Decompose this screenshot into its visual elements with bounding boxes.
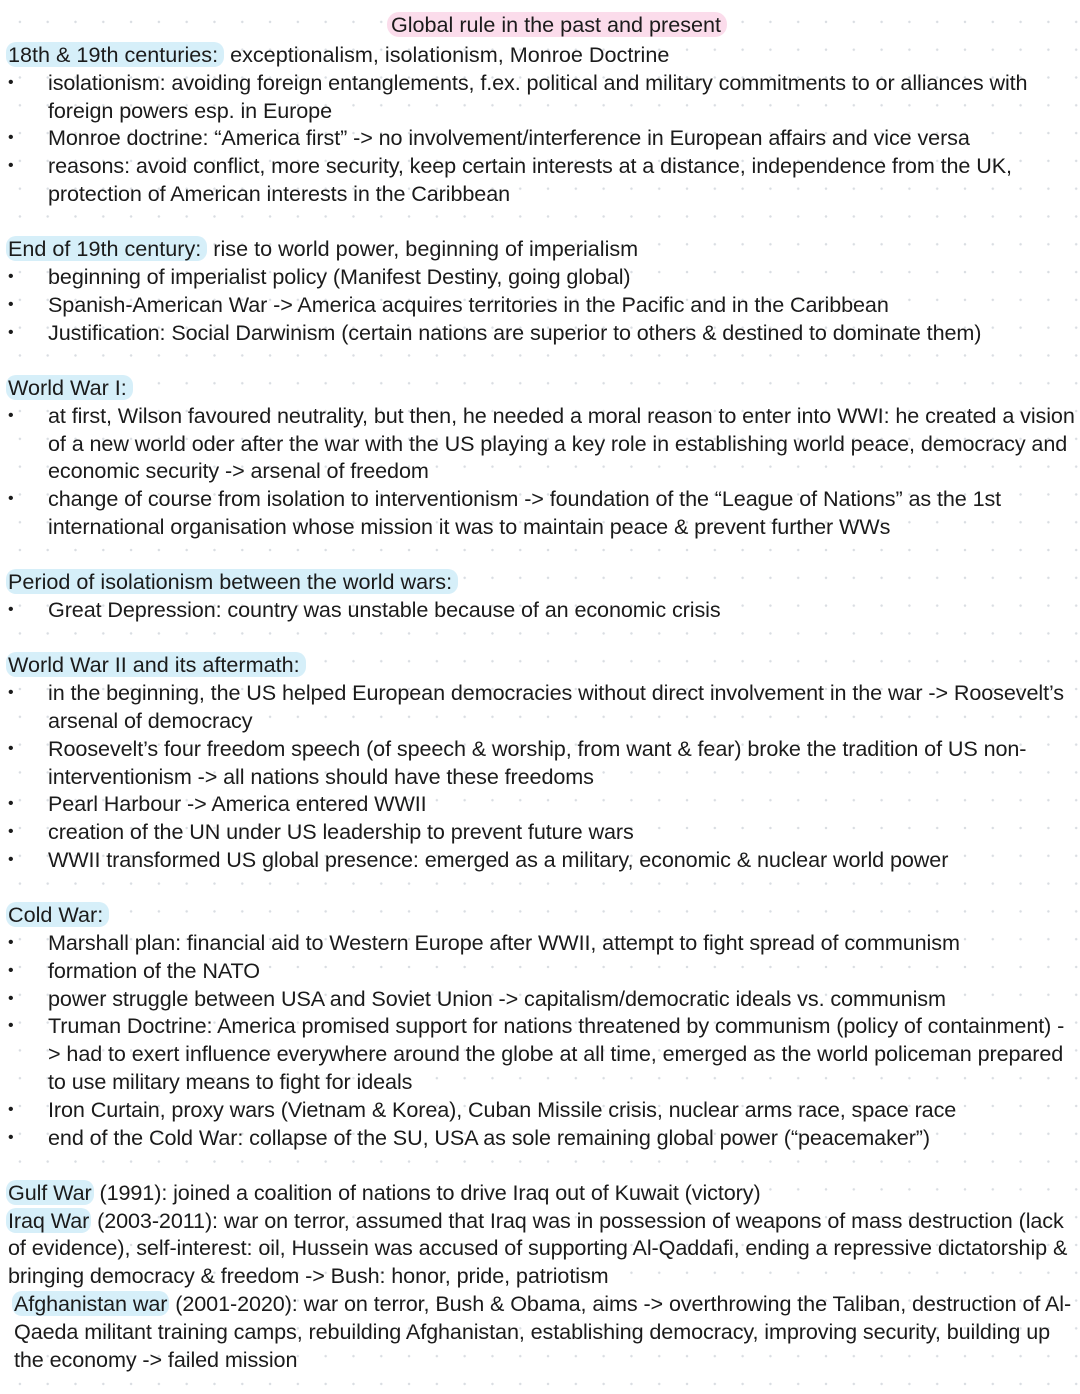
section-world-war-2 (8, 651, 1076, 873)
section-end-19th-century (8, 235, 1076, 346)
bullet-item: • creation of the UN under US leadership to prevent future wars (8, 818, 1076, 846)
bullet-list (8, 929, 1076, 1151)
bullet-item: • formation of the NATO (8, 957, 1076, 985)
bullet-item: • WWII transformed US global presence: emerged as a military, economic & nuclear world power (8, 846, 1076, 874)
iraq-war-label: Iraq War (8, 1207, 90, 1233)
gulf-war-text: (1991): joined a coalition of nations to drive Iraq out of Kuwait (victory) (93, 1179, 761, 1205)
bullet-item: • reasons: avoid conflict, more security, keep certain interests at a distance, independence from the UK, protection of American interests in the Caribbean (8, 152, 1076, 208)
section-heading (8, 651, 1076, 679)
bullet-item: • Great Depression: country was unstable because of an economic crisis (8, 596, 1076, 624)
afghanistan-war-label: Afghanistan war (14, 1291, 168, 1317)
bullet-list (8, 263, 1076, 346)
bullet-item: • in the beginning, the US helped European democracies without direct involvement in the war -> Roosevelt’s arsenal of democracy (8, 679, 1076, 735)
bullet-item: • Spanish-American War -> America acquires territories in the Pacific and in the Caribbean (8, 291, 1076, 319)
section-heading (8, 235, 1076, 263)
gulf-war-label: Gulf War (8, 1179, 92, 1205)
section-cold-war (8, 901, 1076, 1151)
section-heading (8, 901, 1076, 929)
page-title: Global rule in the past and present (387, 12, 727, 37)
bullet-item: • power struggle between USA and Soviet Union -> capitalism/democratic ideals vs. communism (8, 985, 1076, 1013)
section-heading (8, 568, 1076, 596)
recent-wars (8, 1179, 1076, 1374)
heading-highlight: World War I: (6, 375, 133, 400)
bullet-item: • Roosevelt’s four freedom speech (of speech & worship, from want & fear) broke the tradition of US non-interventionism -> all nations should have these freedoms (8, 735, 1076, 791)
iraq-war-text: (2003-2011): war on terror, assumed that Iraq was in possession of weapons of mass destruction (lack of evidence), self-interest: oil, Hussein was accused of supporting Al-Qaddafi, ending a repressive dictatorship & bringing democracy & freedom -> Bush: honor, pride, patriotism (8, 1207, 1068, 1289)
bullet-item: • Monroe doctrine: “America first” -> no involvement/interference in European affairs and vice versa (8, 124, 1076, 152)
section-interwar-isolationism (8, 568, 1076, 624)
afghanistan-war-text: (2001-2020): war on terror, Bush & Obama, aims -> overthrowing the Taliban, destruction of Al-Qaeda militant training camps, rebuilding Afghanistan, establishing democracy, improving security, building up the economy -> failed mission (14, 1291, 1072, 1372)
heading-highlight: Cold War: (6, 902, 109, 927)
heading-highlight: End of 19th century: (6, 236, 207, 261)
bullet-list (8, 402, 1076, 541)
section-world-war-1 (8, 374, 1076, 541)
afghanistan-war-paragraph (8, 1290, 1076, 1373)
bullet-item: • end of the Cold War: collapse of the SU, USA as sole remaining global power (“peacemaker”) (8, 1124, 1076, 1152)
bullet-list (8, 596, 1076, 624)
section-18th-19th-centuries (8, 41, 1076, 208)
iraq-war-paragraph (8, 1207, 1076, 1290)
bullet-item: • Marshall plan: financial aid to Western Europe after WWII, attempt to fight spread of communism (8, 929, 1076, 957)
bullet-item: • Iron Curtain, proxy wars (Vietnam & Korea), Cuban Missile crisis, nuclear arms race, space race (8, 1096, 1076, 1124)
bullet-item: • change of course from isolation to interventionism -> foundation of the “League of Nations” as the 1st international organisation whose mission it was to maintain peace & prevent further WWs (8, 485, 1076, 541)
section-heading (8, 41, 1076, 69)
bullet-item: • at first, Wilson favoured neutrality, but then, he needed a moral reason to enter into WWI: he created a vision of a new world oder after the war with the US playing a key role in establishing world peace, democracy and economic security -> arsenal of freedom (8, 402, 1076, 485)
bullet-item: • Truman Doctrine: America promised support for nations threatened by communism (policy of containment) -> had to exert influence everywhere around the globe at all time, emerged as the world policeman prepared to use military means to fight for ideals (8, 1012, 1076, 1095)
heading-highlight: 18th & 19th centuries: (6, 42, 224, 67)
heading-highlight: Period of isolationism between the world wars: (6, 569, 458, 594)
bullet-list (8, 679, 1076, 874)
title-row (8, 10, 1076, 40)
bullet-item: • Justification: Social Darwinism (certain nations are superior to others & destined to dominate them) (8, 319, 1076, 347)
heading-highlight: World War II and its aftermath: (6, 652, 306, 677)
heading-rest: exceptionalism, isolationism, Monroe Doctrine (224, 42, 670, 67)
notes-page (8, 10, 1076, 1373)
heading-rest: rise to world power, beginning of imperialism (207, 236, 639, 262)
bullet-item: • Pearl Harbour -> America entered WWII (8, 790, 1076, 818)
bullet-item: • beginning of imperialist policy (Manifest Destiny, going global) (8, 263, 1076, 291)
bullet-item: • isolationism: avoiding foreign entanglements, f.ex. political and military commitments to or alliances with foreign powers esp. in Europe (8, 69, 1076, 125)
section-heading (8, 374, 1076, 402)
gulf-war-paragraph (8, 1179, 1076, 1207)
bullet-list (8, 69, 1076, 208)
